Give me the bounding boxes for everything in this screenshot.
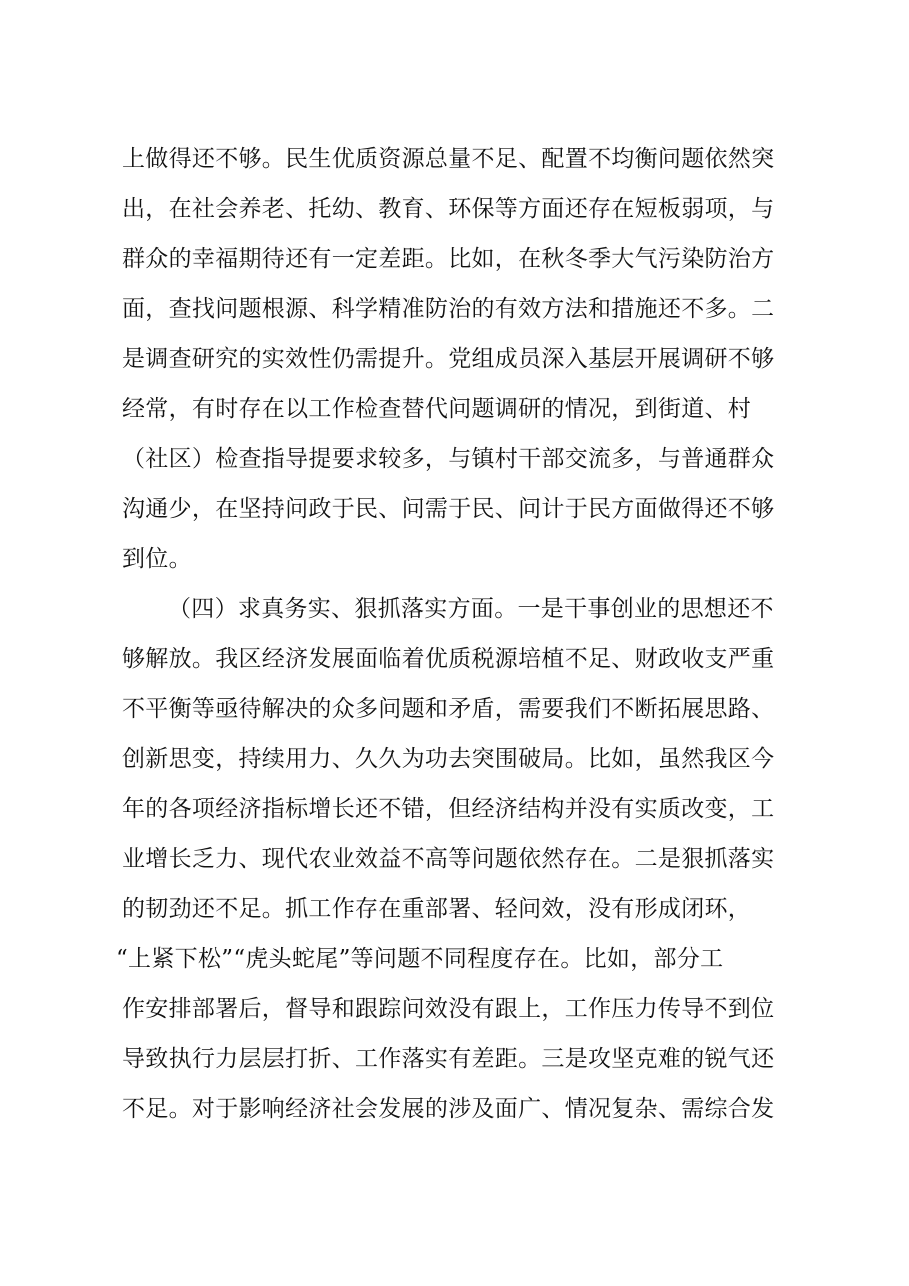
text-line: 够解放。我区经济发展面临着优质税源培植不足、财政收支严重 [122, 646, 775, 672]
text-line: 的韧劲还不足。抓工作存在重部署、轻问效，没有形成闭环， [122, 896, 752, 922]
text-line: 业增长乏力、现代农业效益不高等问题依然存在。二是狠抓落实 [122, 846, 775, 872]
text-line: 群众的幸福期待还有一定差距。比如，在秋冬季大气污染防治方 [122, 246, 775, 272]
text-line: 导致执行力层层打折、工作落实有差距。三是攻坚克难的锐气还 [122, 1046, 775, 1072]
text-line: 经常，有时存在以工作检查替代问题调研的情况，到街道、村 [122, 396, 752, 422]
section-heading-line: （四）求真务实、狠抓落实方面。一是干事创业的思想还不 [168, 596, 774, 622]
text-line: 年的各项经济指标增长还不错，但经济结构并没有实质改变，工 [122, 796, 775, 822]
text-line: 沟通少，在坚持问政于民、问需于民、问计于民方面做得还不够 [122, 496, 775, 522]
text-line: 出，在社会养老、托幼、教育、环保等方面还存在短板弱项，与 [122, 196, 775, 222]
text-line: 不足。对于影响经济社会发展的涉及面广、情况复杂、需综合发 [122, 1096, 775, 1122]
text-line: 作安排部署后，督导和跟踪问效没有跟上，工作压力传导不到位 [122, 996, 775, 1022]
text-line: 上做得还不够。民生优质资源总量不足、配置不均衡问题依然突 [122, 146, 775, 172]
text-line: 到位。 [122, 546, 192, 572]
text-line: （社区）检查指导提要求较多，与镇村干部交流多，与普通群众 [122, 446, 775, 472]
text-line: 不平衡等亟待解决的众多问题和矛盾，需要我们不断拓展思路、 [122, 696, 775, 722]
text-line: 创新思变，持续用力、久久为功去突围破局。比如，虽然我区今 [122, 746, 775, 772]
text-line: 是调查研究的实效性仍需提升。党组成员深入基层开展调研不够 [122, 346, 775, 372]
text-line: “上紧下松”“虎头蛇尾”等问题不同程度存在。比如，部分工 [116, 946, 724, 972]
text-line: 面，查找问题根源、科学精准防治的有效方法和措施还不多。二 [122, 296, 775, 322]
